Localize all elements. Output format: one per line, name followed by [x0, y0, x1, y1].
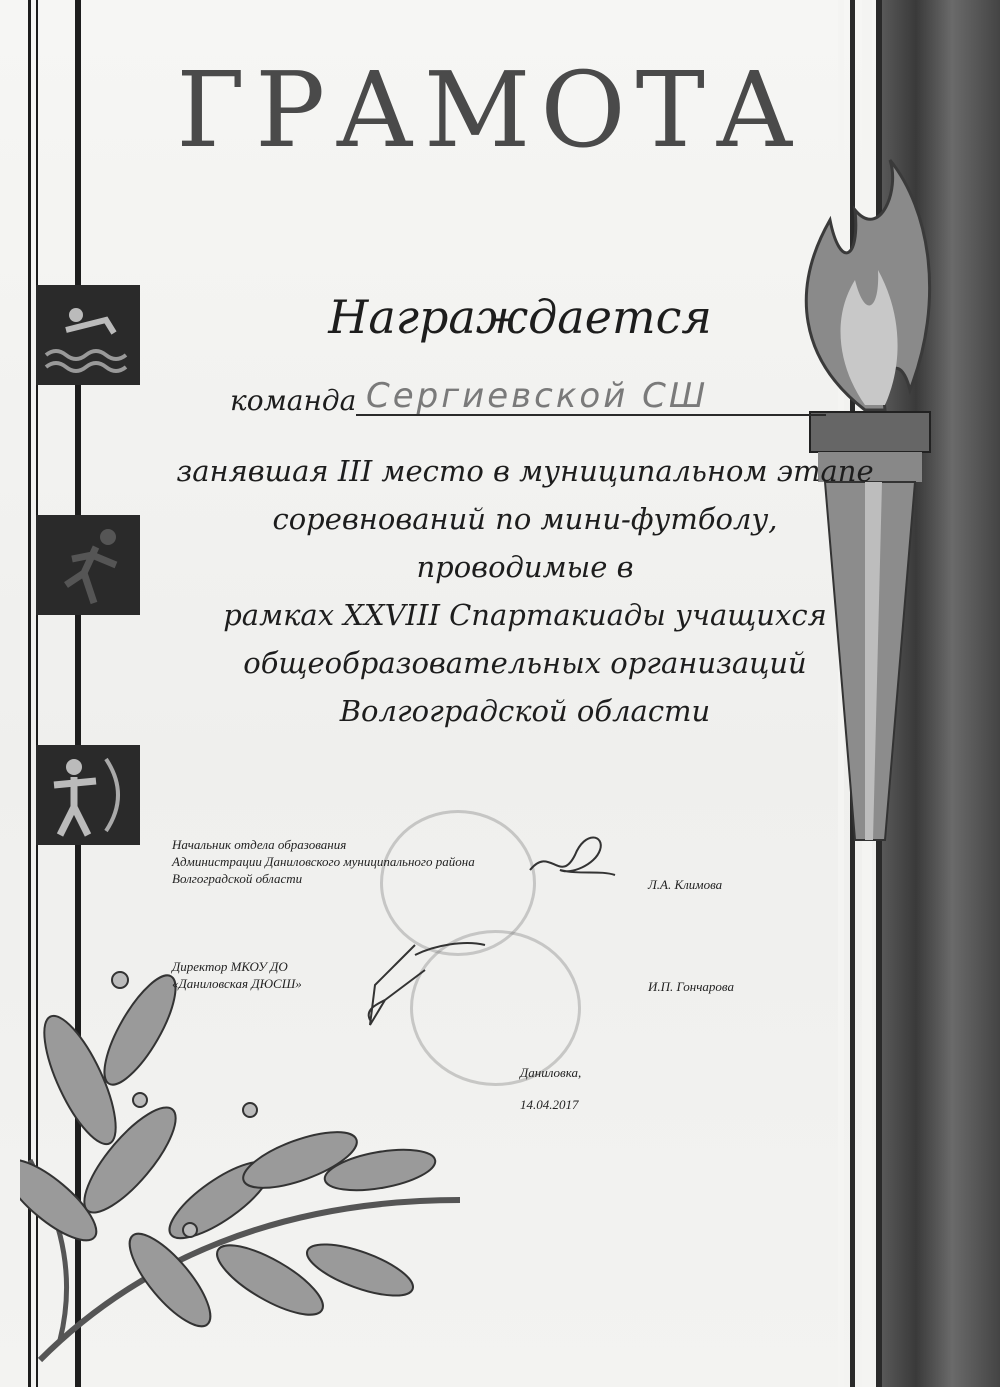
position-line: «Даниловская ДЮСШ» — [172, 976, 302, 991]
page-title: ГРАМОТА — [176, 49, 804, 171]
description-line: соревнований по мини-футболу, проводимые в — [272, 502, 778, 584]
signature-icon — [520, 825, 620, 895]
signatory-position — [172, 958, 302, 992]
description-line: рамках XXVIII Спартакиады учащихся — [223, 598, 827, 632]
description-line: занявшая III место в муниципальном этапе — [176, 454, 874, 488]
position-line: Волгоградской области — [172, 871, 303, 886]
place: Даниловка, — [520, 1065, 582, 1080]
position-line: Директор МКОУ ДО — [172, 959, 288, 974]
runner-icon — [36, 515, 140, 615]
team-label: команда — [230, 384, 357, 417]
signatory-name: Л.А. Климова — [648, 877, 723, 892]
signatory-name: И.П. Гончарова — [648, 979, 734, 994]
athlete-icon — [36, 745, 140, 845]
award-description — [175, 447, 875, 735]
description-line: общеобразовательных организаций — [243, 646, 807, 680]
awarded-heading: Награждается — [328, 290, 712, 344]
signatory-position — [172, 836, 475, 887]
swimmer-icon — [36, 285, 140, 385]
team-row — [230, 376, 850, 422]
position-line: Начальник отдела образования — [172, 837, 347, 852]
date: 14.04.2017 — [520, 1097, 579, 1112]
team-name-handwritten: Сергиевской СШ — [366, 376, 709, 416]
signature-icon — [355, 925, 495, 1035]
description-line: Волгоградской области — [339, 694, 711, 728]
position-line: Администрации Даниловского муниципального района — [172, 854, 475, 869]
